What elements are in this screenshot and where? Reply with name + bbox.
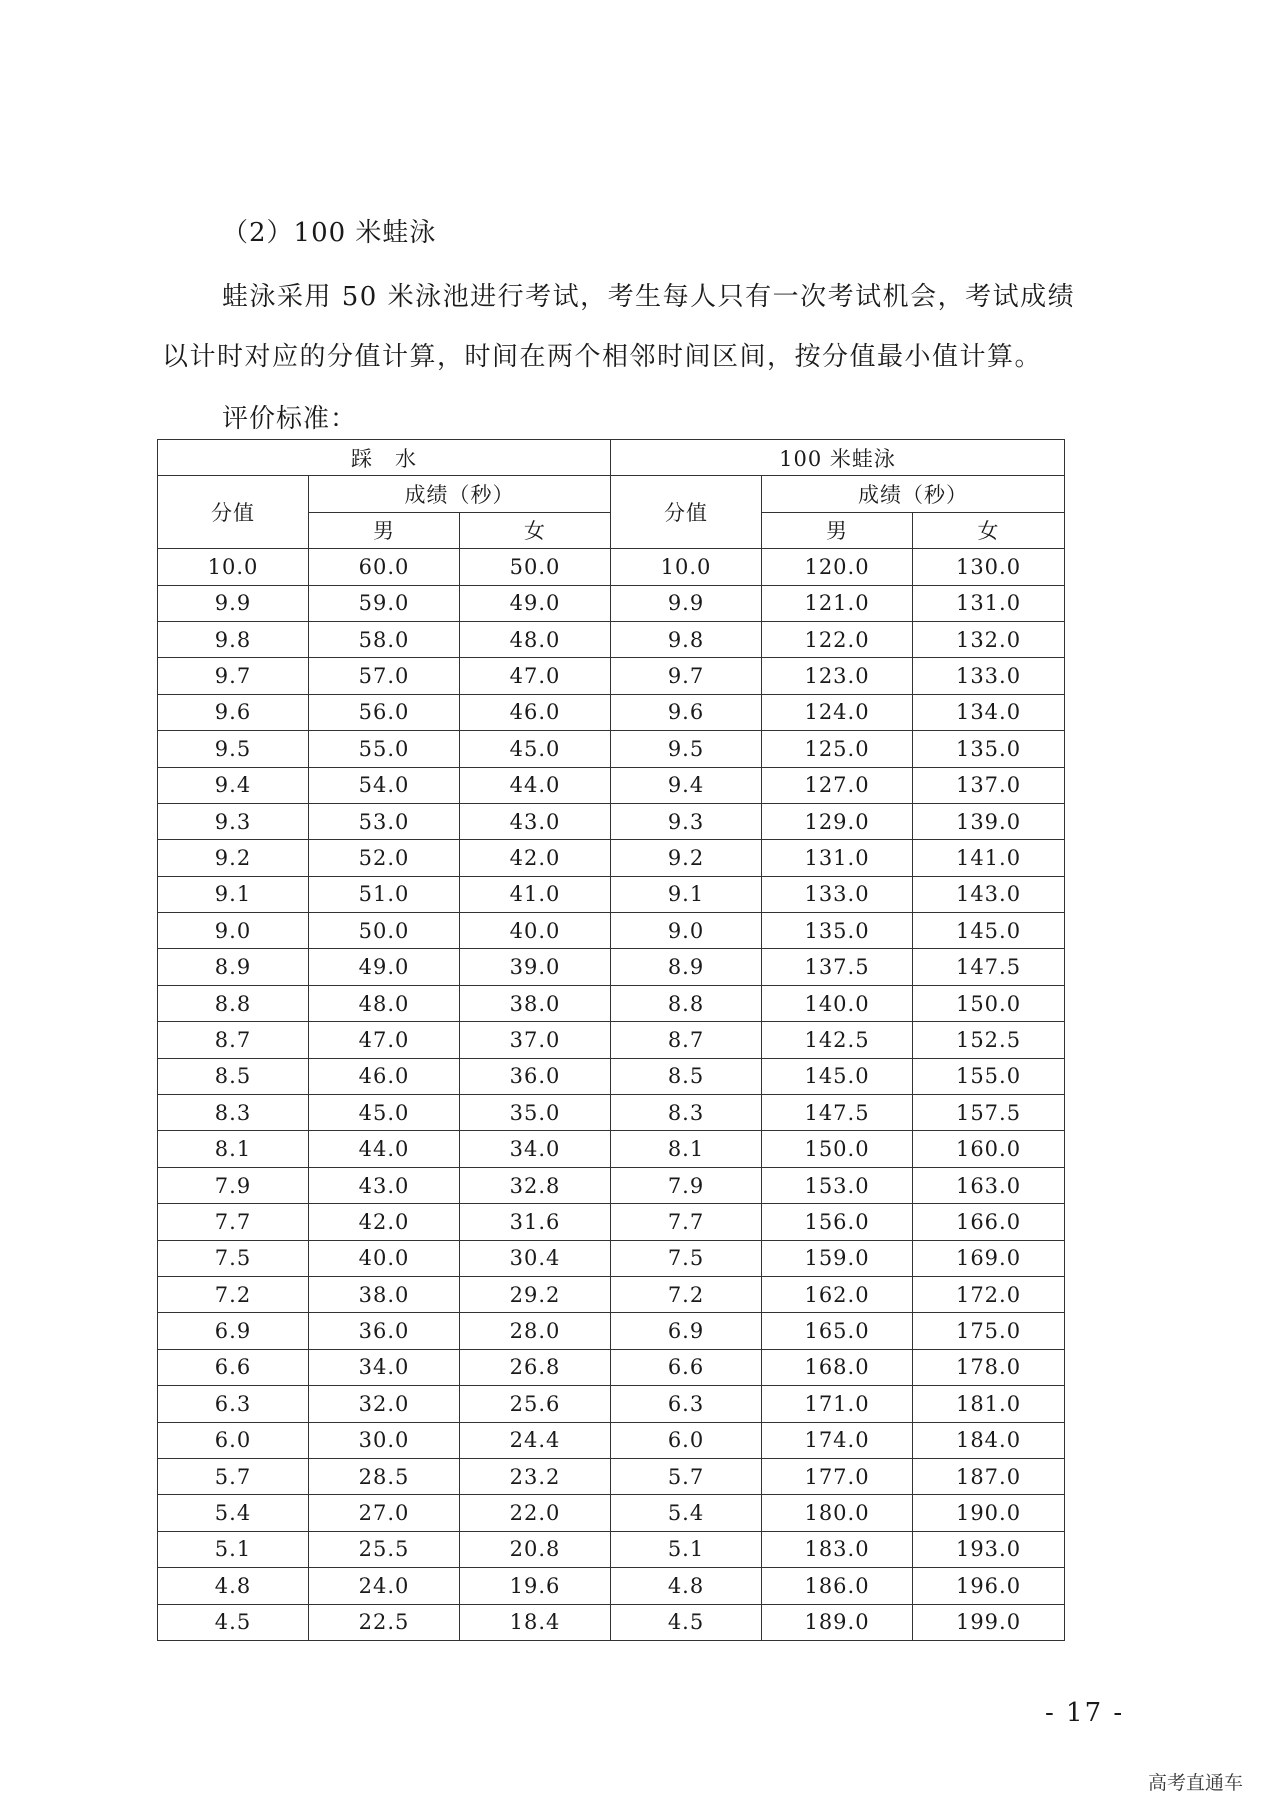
score-cell: 8.3: [611, 1095, 762, 1131]
table-row: [158, 1276, 1065, 1312]
treading-male-cell: 34.0: [309, 1349, 460, 1385]
score-cell: 6.6: [158, 1349, 309, 1385]
treading-female-cell: 36.0: [460, 1058, 611, 1094]
table-row: [158, 913, 1065, 949]
score-cell: 8.9: [158, 949, 309, 985]
treading-female-cell: 29.2: [460, 1276, 611, 1312]
breaststroke-male-cell: 147.5: [762, 1095, 913, 1131]
breaststroke-male-cell: 142.5: [762, 1022, 913, 1058]
paragraph-exam-rules: 蛙泳采用 50 米泳池进行考试，考生每人只有一次考试机会，考试成绩: [222, 282, 1076, 312]
breaststroke-male-cell: 153.0: [762, 1167, 913, 1203]
table-row: [158, 1095, 1065, 1131]
table-row: [158, 876, 1065, 912]
score-cell: 7.7: [158, 1204, 309, 1240]
treading-male-cell: 45.0: [309, 1095, 460, 1131]
treading-male-cell: 24.0: [309, 1568, 460, 1604]
breaststroke-female-cell: 147.5: [913, 949, 1065, 985]
breaststroke-female-cell: 143.0: [913, 876, 1065, 912]
score-cell: 4.8: [611, 1568, 762, 1604]
breaststroke-female-cell: 187.0: [913, 1458, 1065, 1494]
treading-male-cell: 32.0: [309, 1386, 460, 1422]
breaststroke-male-cell: 129.0: [762, 803, 913, 839]
treading-female-cell: 25.6: [460, 1386, 611, 1422]
group-header-treading-water: 踩 水: [158, 440, 611, 476]
treading-female-cell: 34.0: [460, 1131, 611, 1167]
result-header-left: 成绩（秒）: [309, 476, 611, 512]
table-row: [158, 1022, 1065, 1058]
table-row: [158, 1604, 1065, 1640]
breaststroke-female-cell: 131.0: [913, 585, 1065, 621]
score-cell: 7.9: [611, 1167, 762, 1203]
score-cell: 9.7: [611, 658, 762, 694]
breaststroke-male-cell: 162.0: [762, 1276, 913, 1312]
treading-female-cell: 41.0: [460, 876, 611, 912]
table-row: [158, 1058, 1065, 1094]
breaststroke-female-cell: 184.0: [913, 1422, 1065, 1458]
table-row: [158, 767, 1065, 803]
breaststroke-male-cell: 174.0: [762, 1422, 913, 1458]
table-row: [158, 1167, 1065, 1203]
table-row: [158, 840, 1065, 876]
score-cell: 9.5: [611, 731, 762, 767]
score-cell: 10.0: [611, 549, 762, 585]
breaststroke-female-cell: 152.5: [913, 1022, 1065, 1058]
treading-male-cell: 47.0: [309, 1022, 460, 1058]
score-cell: 6.0: [158, 1422, 309, 1458]
treading-female-cell: 43.0: [460, 803, 611, 839]
score-cell: 9.4: [611, 767, 762, 803]
breaststroke-female-cell: 145.0: [913, 913, 1065, 949]
treading-male-cell: 56.0: [309, 694, 460, 730]
score-cell: 9.4: [158, 767, 309, 803]
breaststroke-female-cell: 137.0: [913, 767, 1065, 803]
score-cell: 6.0: [611, 1422, 762, 1458]
table-row: [158, 621, 1065, 657]
treading-female-cell: 47.0: [460, 658, 611, 694]
breaststroke-female-cell: 157.5: [913, 1095, 1065, 1131]
score-cell: 7.5: [158, 1240, 309, 1276]
score-cell: 9.0: [158, 913, 309, 949]
treading-male-cell: 50.0: [309, 913, 460, 949]
score-cell: 6.6: [611, 1349, 762, 1385]
treading-male-cell: 43.0: [309, 1167, 460, 1203]
table-row: [158, 1131, 1065, 1167]
group-header-breaststroke: 100 米蛙泳: [611, 440, 1065, 476]
treading-female-cell: 48.0: [460, 621, 611, 657]
breaststroke-male-cell: 137.5: [762, 949, 913, 985]
treading-female-cell: 46.0: [460, 694, 611, 730]
treading-female-cell: 37.0: [460, 1022, 611, 1058]
treading-male-cell: 28.5: [309, 1458, 460, 1494]
score-table-body: [158, 549, 1065, 1641]
score-cell: 8.3: [158, 1095, 309, 1131]
treading-male-cell: 54.0: [309, 767, 460, 803]
treading-male-cell: 52.0: [309, 840, 460, 876]
breaststroke-male-cell: 125.0: [762, 731, 913, 767]
breaststroke-female-cell: 181.0: [913, 1386, 1065, 1422]
result-header-right: 成绩（秒）: [762, 476, 1065, 512]
treading-male-cell: 57.0: [309, 658, 460, 694]
treading-female-cell: 18.4: [460, 1604, 611, 1640]
score-cell: 8.1: [611, 1131, 762, 1167]
breaststroke-female-cell: 141.0: [913, 840, 1065, 876]
table-row: [158, 658, 1065, 694]
score-cell: 9.1: [611, 876, 762, 912]
page-number: - 17 -: [1045, 1698, 1125, 1728]
score-cell: 7.7: [611, 1204, 762, 1240]
score-cell: 8.5: [611, 1058, 762, 1094]
treading-female-cell: 26.8: [460, 1349, 611, 1385]
breaststroke-male-cell: 183.0: [762, 1531, 913, 1567]
treading-female-cell: 44.0: [460, 767, 611, 803]
breaststroke-male-cell: 122.0: [762, 621, 913, 657]
breaststroke-female-cell: 175.0: [913, 1313, 1065, 1349]
breaststroke-female-cell: 190.0: [913, 1495, 1065, 1531]
score-cell: 5.7: [158, 1458, 309, 1494]
score-cell: 9.8: [611, 621, 762, 657]
table-row: [158, 949, 1065, 985]
score-cell: 9.3: [611, 803, 762, 839]
treading-male-cell: 59.0: [309, 585, 460, 621]
score-cell: 9.9: [611, 585, 762, 621]
treading-male-cell: 53.0: [309, 803, 460, 839]
breaststroke-female-cell: 193.0: [913, 1531, 1065, 1567]
table-row: [158, 1313, 1065, 1349]
score-cell: 5.7: [611, 1458, 762, 1494]
table-row: [158, 549, 1065, 585]
breaststroke-male-cell: 159.0: [762, 1240, 913, 1276]
breaststroke-male-cell: 121.0: [762, 585, 913, 621]
breaststroke-female-cell: 150.0: [913, 985, 1065, 1021]
breaststroke-male-cell: 177.0: [762, 1458, 913, 1494]
treading-male-cell: 42.0: [309, 1204, 460, 1240]
breaststroke-female-cell: 135.0: [913, 731, 1065, 767]
treading-female-cell: 45.0: [460, 731, 611, 767]
treading-male-cell: 40.0: [309, 1240, 460, 1276]
treading-male-cell: 30.0: [309, 1422, 460, 1458]
male-header-left: 男: [309, 512, 460, 548]
treading-male-cell: 60.0: [309, 549, 460, 585]
score-cell: 4.8: [158, 1568, 309, 1604]
breaststroke-female-cell: 178.0: [913, 1349, 1065, 1385]
score-cell: 5.4: [158, 1495, 309, 1531]
score-cell: 4.5: [158, 1604, 309, 1640]
score-cell: 9.6: [158, 694, 309, 730]
breaststroke-male-cell: 140.0: [762, 985, 913, 1021]
score-cell: 9.8: [158, 621, 309, 657]
table-row: [158, 1568, 1065, 1604]
breaststroke-female-cell: 196.0: [913, 1568, 1065, 1604]
treading-male-cell: 22.5: [309, 1604, 460, 1640]
treading-male-cell: 51.0: [309, 876, 460, 912]
treading-female-cell: 39.0: [460, 949, 611, 985]
score-cell: 8.5: [158, 1058, 309, 1094]
treading-female-cell: 50.0: [460, 549, 611, 585]
breaststroke-female-cell: 155.0: [913, 1058, 1065, 1094]
table-row: [158, 1240, 1065, 1276]
table-row: [158, 1204, 1065, 1240]
breaststroke-female-cell: 132.0: [913, 621, 1065, 657]
score-cell: 9.2: [158, 840, 309, 876]
breaststroke-female-cell: 166.0: [913, 1204, 1065, 1240]
breaststroke-male-cell: 131.0: [762, 840, 913, 876]
breaststroke-female-cell: 163.0: [913, 1167, 1065, 1203]
table-row: [158, 1495, 1065, 1531]
treading-female-cell: 31.6: [460, 1204, 611, 1240]
treading-male-cell: 25.5: [309, 1531, 460, 1567]
score-table: [157, 439, 1065, 1641]
section-heading: （2）100 米蛙泳: [222, 218, 437, 248]
score-cell: 8.8: [158, 985, 309, 1021]
score-cell: 6.3: [158, 1386, 309, 1422]
score-cell: 8.9: [611, 949, 762, 985]
score-cell: 7.2: [158, 1276, 309, 1312]
treading-female-cell: 42.0: [460, 840, 611, 876]
breaststroke-female-cell: 160.0: [913, 1131, 1065, 1167]
score-cell: 8.7: [611, 1022, 762, 1058]
score-cell: 9.2: [611, 840, 762, 876]
score-cell: 7.2: [611, 1276, 762, 1312]
treading-male-cell: 36.0: [309, 1313, 460, 1349]
score-cell: 5.1: [158, 1531, 309, 1567]
breaststroke-male-cell: 186.0: [762, 1568, 913, 1604]
treading-female-cell: 24.4: [460, 1422, 611, 1458]
score-cell: 9.0: [611, 913, 762, 949]
score-cell: 10.0: [158, 549, 309, 585]
score-cell: 8.8: [611, 985, 762, 1021]
table-row: [158, 694, 1065, 730]
treading-male-cell: 27.0: [309, 1495, 460, 1531]
treading-male-cell: 55.0: [309, 731, 460, 767]
breaststroke-male-cell: 120.0: [762, 549, 913, 585]
breaststroke-female-cell: 199.0: [913, 1604, 1065, 1640]
breaststroke-male-cell: 171.0: [762, 1386, 913, 1422]
treading-female-cell: 35.0: [460, 1095, 611, 1131]
watermark: 高考直通车: [1148, 1772, 1244, 1794]
breaststroke-male-cell: 168.0: [762, 1349, 913, 1385]
breaststroke-female-cell: 169.0: [913, 1240, 1065, 1276]
breaststroke-male-cell: 145.0: [762, 1058, 913, 1094]
score-cell: 6.9: [158, 1313, 309, 1349]
breaststroke-male-cell: 127.0: [762, 767, 913, 803]
breaststroke-male-cell: 123.0: [762, 658, 913, 694]
score-cell: 9.7: [158, 658, 309, 694]
breaststroke-female-cell: 130.0: [913, 549, 1065, 585]
table-row: [158, 1422, 1065, 1458]
female-header-left: 女: [460, 512, 611, 548]
score-cell: 9.5: [158, 731, 309, 767]
treading-female-cell: 40.0: [460, 913, 611, 949]
score-cell: 6.9: [611, 1313, 762, 1349]
treading-female-cell: 20.8: [460, 1531, 611, 1567]
score-cell: 5.4: [611, 1495, 762, 1531]
score-cell: 9.6: [611, 694, 762, 730]
score-cell: 7.9: [158, 1167, 309, 1203]
score-cell: 8.7: [158, 1022, 309, 1058]
treading-male-cell: 58.0: [309, 621, 460, 657]
breaststroke-male-cell: 189.0: [762, 1604, 913, 1640]
score-cell: 5.1: [611, 1531, 762, 1567]
score-cell: 6.3: [611, 1386, 762, 1422]
score-cell: 9.3: [158, 803, 309, 839]
treading-male-cell: 46.0: [309, 1058, 460, 1094]
score-header-left: 分值: [158, 476, 309, 549]
treading-female-cell: 23.2: [460, 1458, 611, 1494]
table-row: [158, 585, 1065, 621]
breaststroke-male-cell: 180.0: [762, 1495, 913, 1531]
treading-female-cell: 30.4: [460, 1240, 611, 1276]
score-cell: 7.5: [611, 1240, 762, 1276]
male-header-right: 男: [762, 512, 913, 548]
score-cell: 9.9: [158, 585, 309, 621]
score-header-right: 分值: [611, 476, 762, 549]
breaststroke-male-cell: 135.0: [762, 913, 913, 949]
criteria-label: 评价标准：: [222, 404, 358, 434]
score-cell: 4.5: [611, 1604, 762, 1640]
treading-female-cell: 28.0: [460, 1313, 611, 1349]
breaststroke-female-cell: 133.0: [913, 658, 1065, 694]
table-row: [158, 985, 1065, 1021]
score-cell: 8.1: [158, 1131, 309, 1167]
table-row: [158, 1458, 1065, 1494]
breaststroke-female-cell: 134.0: [913, 694, 1065, 730]
treading-female-cell: 19.6: [460, 1568, 611, 1604]
treading-male-cell: 38.0: [309, 1276, 460, 1312]
treading-male-cell: 48.0: [309, 985, 460, 1021]
table-row: [158, 731, 1065, 767]
treading-female-cell: 32.8: [460, 1167, 611, 1203]
breaststroke-male-cell: 156.0: [762, 1204, 913, 1240]
breaststroke-male-cell: 124.0: [762, 694, 913, 730]
breaststroke-male-cell: 150.0: [762, 1131, 913, 1167]
table-row: [158, 803, 1065, 839]
female-header-right: 女: [913, 512, 1065, 548]
treading-female-cell: 38.0: [460, 985, 611, 1021]
table-row: [158, 1349, 1065, 1385]
table-row: [158, 1531, 1065, 1567]
treading-female-cell: 49.0: [460, 585, 611, 621]
table-row: [158, 1386, 1065, 1422]
treading-male-cell: 49.0: [309, 949, 460, 985]
treading-male-cell: 44.0: [309, 1131, 460, 1167]
breaststroke-female-cell: 172.0: [913, 1276, 1065, 1312]
breaststroke-male-cell: 165.0: [762, 1313, 913, 1349]
paragraph-scoring-rules: 以计时对应的分值计算，时间在两个相邻时间区间，按分值最小值计算。: [162, 342, 1043, 372]
treading-female-cell: 22.0: [460, 1495, 611, 1531]
breaststroke-female-cell: 139.0: [913, 803, 1065, 839]
score-cell: 9.1: [158, 876, 309, 912]
breaststroke-male-cell: 133.0: [762, 876, 913, 912]
